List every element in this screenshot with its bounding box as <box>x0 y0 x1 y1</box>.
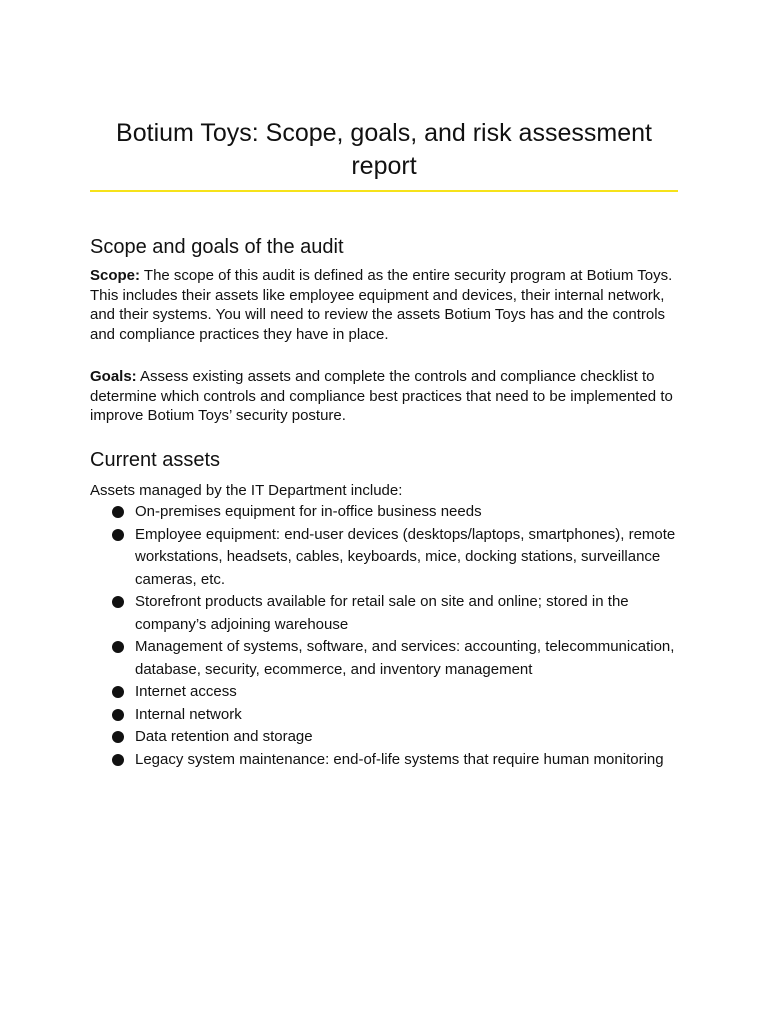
assets-intro: Assets managed by the IT Department include: <box>90 482 403 499</box>
bullet-icon <box>112 731 124 743</box>
goals-text: Assess existing assets and complete the controls and compliance checklist to determine which controls and compliance best practices that need to be implemented to improve Botium Toys’ security posture. <box>90 368 673 424</box>
bullet-icon <box>112 709 124 721</box>
bullet-icon <box>112 754 124 766</box>
list-item-text: Employee equipment: end-user devices (desktops/laptops, smartphones), remote workstations, headsets, cables, keyboards, mice, docking stations, surveillance cameras, etc. <box>135 525 676 588</box>
title-underline <box>90 190 678 192</box>
goals-label: Goals: <box>90 368 137 385</box>
list-item <box>90 726 680 749</box>
list-item <box>90 501 680 524</box>
list-item-text: Management of systems, software, and services: accounting, telecommunication, database, security, ecommerce, and inventory management <box>135 638 675 678</box>
bullet-icon <box>112 506 124 518</box>
goals-paragraph <box>90 367 680 426</box>
list-item <box>90 704 680 727</box>
page-title: Botium Toys: Scope, goals, and risk assessment report <box>116 119 652 180</box>
list-item-text: On-premises equipment for in-office business needs <box>135 503 482 520</box>
list-item <box>90 749 680 772</box>
list-item <box>90 681 680 704</box>
bullet-icon <box>112 596 124 608</box>
list-item <box>90 636 680 681</box>
list-item-text: Internet access <box>135 683 237 700</box>
list-item-text: Legacy system maintenance: end-of-life systems that require human monitoring <box>135 750 664 768</box>
bullet-icon <box>112 686 124 698</box>
list-item <box>90 591 680 636</box>
current-assets-heading: Current assets <box>90 449 221 471</box>
scope-paragraph <box>90 266 680 344</box>
list-item-text: Data retention and storage <box>135 728 313 745</box>
scope-text: The scope of this audit is defined as the entire security program at Botium Toys. This includes their assets like employee equipment and devices, their internal network, and their systems. You will need to review the assets Botium Toys has and the controls and compliance practices they have in place. <box>90 267 673 343</box>
bullet-icon <box>112 529 124 541</box>
scope-goals-heading: Scope and goals of the audit <box>90 236 344 258</box>
bullet-icon <box>112 641 124 653</box>
list-item <box>90 524 680 592</box>
list-item-text: Internal network <box>135 705 242 723</box>
scope-label: Scope: <box>90 267 141 284</box>
list-item-text: Storefront products available for retail sale on site and online; stored in the company’s adjoining warehouse <box>135 593 629 633</box>
assets-list <box>90 501 680 771</box>
